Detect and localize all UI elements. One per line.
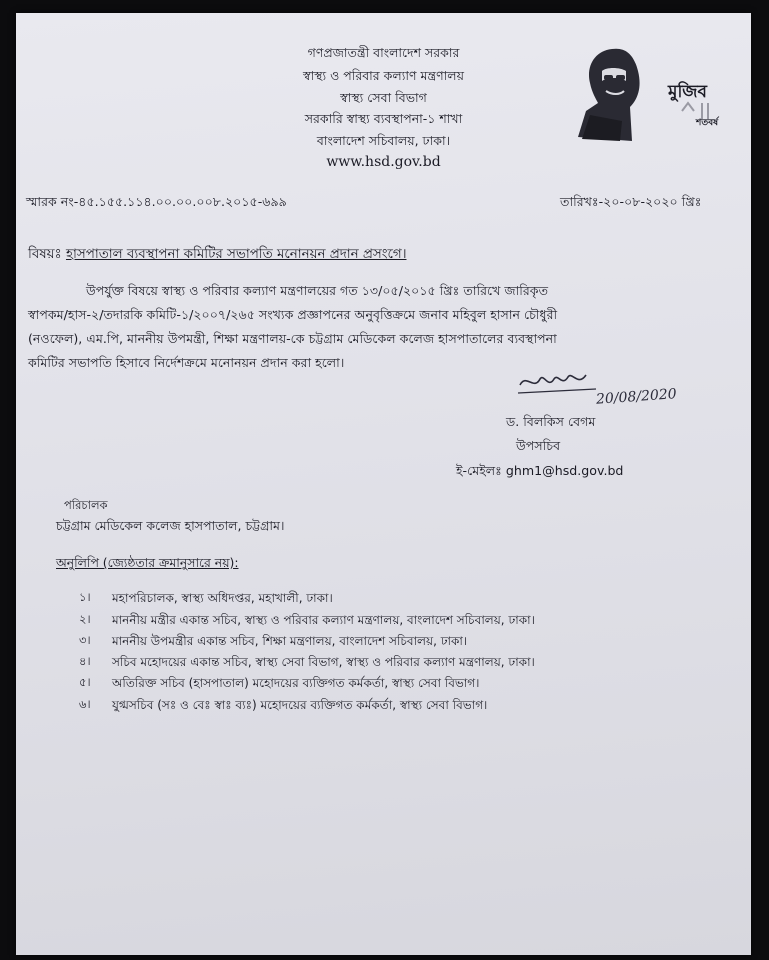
- signature-date: 20/08/2020: [595, 386, 678, 408]
- copy-item-text: মাননীয় মন্ত্রীর একান্ত সচিব, স্বাস্থ্য ও পরিবার কল্যাণ মন্ত্রণালয়, বাংলাদেশ সচিবালয়, ঢাকা।: [112, 613, 535, 627]
- body-line-2: স্বাপকম/হাস-২/তদারকি কমিটি-১/২০০৭/২৬৫ সংখ্যক প্রজ্ঞাপনের অনুবৃত্তিক্রমে জনাব মহিবুল হাসান চৌধুরী: [28, 307, 558, 322]
- recipient-address: চট্টগ্রাম মেডিকেল কলেজ হাসপাতাল, চট্টগ্রাম।: [56, 518, 285, 533]
- memo-reference-number: স্মারক নং-৪৫.১৫৫.১১৪.০০.০০.০০৮.২০১৫-৬৯৯: [26, 194, 287, 209]
- copy-item-num: ৪।: [79, 654, 91, 668]
- document-page: [16, 13, 751, 955]
- copy-item-num: ১।: [79, 590, 91, 604]
- signatory-email-row: [456, 463, 623, 483]
- copy-item-num: ৩।: [79, 633, 91, 647]
- recipient-title: পরিচালক: [64, 498, 108, 512]
- header-division-line: স্বাস্থ্য সেবা বিভাগ: [340, 90, 427, 105]
- body-line-4: কমিটির সভাপতি হিসাবে নির্দেশক্রমে মনোনয়ন প্রদান করা হলো।: [28, 355, 345, 370]
- header-secretariat-line: বাংলাদেশ সচিবালয়, ঢাকা।: [316, 133, 451, 148]
- body-line-1: উপর্যুক্ত বিষয়ে স্বাস্থ্য ও পরিবার কল্যাণ মন্ত্রণালয়ের গত ১৩/০৫/২০১৫ খ্রিঃ তারিখে জারিকৃত: [86, 283, 549, 298]
- subject-text: হাসপাতাল ব্যবস্থাপনা কমিটির সভাপতি মনোনয়ন প্রদান প্রসংগে।: [65, 247, 407, 262]
- copy-item-num: ২।: [79, 612, 91, 626]
- logo-shatabarsha-text: শতবর্ষ: [696, 118, 719, 128]
- copy-item-num: ৬।: [79, 697, 91, 711]
- copy-item-num: ৫।: [79, 675, 91, 689]
- subject-line: [28, 244, 406, 266]
- body-line-3: (নওফেল), এম.পি, মাননীয় উপমন্ত্রী, শিক্ষা মন্ত্রণালয়-কে চট্টগ্রাম মেডিকেল কলেজ হাসপাতালের ব্যবস্থাপনা: [28, 331, 557, 346]
- email-label: ই-মেইলঃ: [456, 463, 502, 478]
- logo-mujib-text: মুজিব: [668, 82, 707, 102]
- signatory-designation: উপসচিব: [516, 438, 561, 453]
- email-address[interactable]: ghm1@hsd.gov.bd: [505, 463, 624, 478]
- subject-label: বিষয়ঃ: [28, 247, 62, 262]
- memo-date: তারিখঃ-২০-০৮-২০২০ খ্রিঃ: [560, 194, 702, 209]
- header-website: www.hsd.gov.bd: [326, 154, 441, 170]
- header-gov-line: গণপ্রজাতন্ত্রী বাংলাদেশ সরকার: [307, 45, 460, 60]
- copy-item-text: অতিরিক্ত সচিব (হাসপাতাল) মহোদয়ের ব্যক্তিগত কর্মকর্তা, স্বাস্থ্য সেবা বিভাগ।: [112, 676, 480, 690]
- copies-title: অনুলিপি (জ্যেষ্ঠতার ক্রমানুসারে নয়):: [56, 555, 239, 570]
- copy-item-text: যুগ্মসচিব (সঃ ও বেঃ স্বাঃ ব্যঃ) মহোদয়ের ব্যক্তিগত কর্মকর্তা, স্বাস্থ্য সেবা বিভাগ।: [112, 698, 488, 712]
- signatory-name: ড. বিলকিস বেগম: [506, 414, 596, 429]
- copy-item-text: মাননীয় উপমন্ত্রীর একান্ত সচিব, শিক্ষা মন্ত্রণালয়, বাংলাদেশ সচিবালয়, ঢাকা।: [112, 634, 468, 648]
- copy-item-text: মহাপরিচালক, স্বাস্থ্য অধিদপ্তর, মহাখালী, ঢাকা।: [112, 591, 333, 605]
- copy-item-text: সচিব মহোদয়ের একান্ত সচিব, স্বাস্থ্য সেবা বিভাগ, স্বাস্থ্য ও পরিবার কল্যাণ মন্ত্রণালয়, ঢাকা।: [112, 655, 535, 669]
- header-ministry-line: স্বাস্থ্য ও পরিবার কল্যাণ মন্ত্রণালয়: [303, 68, 464, 83]
- header-branch-line: সরকারি স্বাস্থ্য ব্যবস্থাপনা-১ শাখা: [304, 111, 463, 126]
- mujib-centenary-logo: [572, 41, 740, 145]
